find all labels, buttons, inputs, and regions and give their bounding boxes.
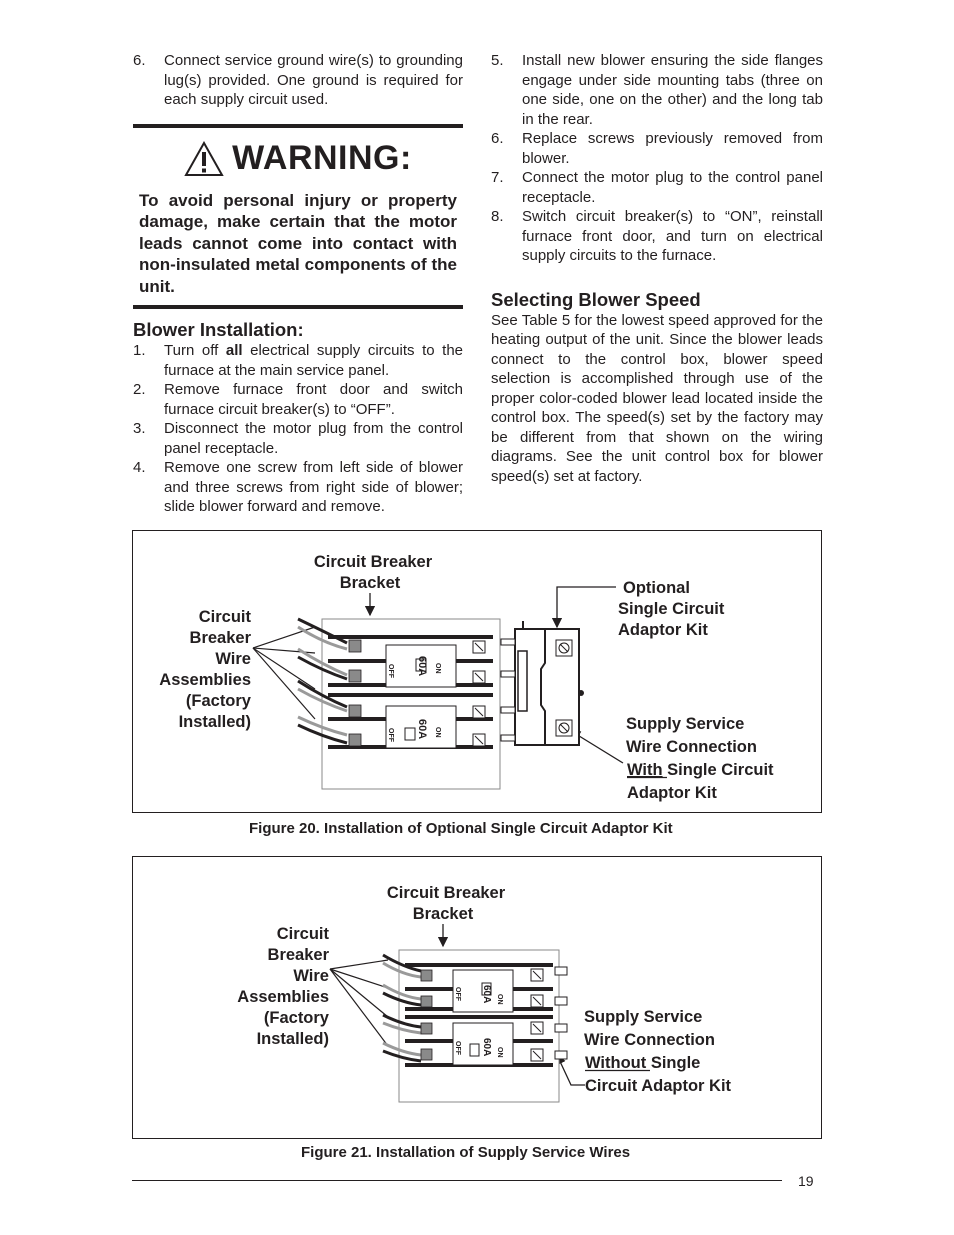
breaker-rating: 60A: [416, 656, 428, 677]
wire-label-line4: Assemblies: [237, 988, 329, 1006]
list-item: [133, 51, 463, 110]
breaker-off-label: OFF: [454, 987, 461, 1001]
emphasis-all: all: [225, 342, 243, 359]
breaker-rating: 60A: [416, 719, 428, 740]
supply-label-line3: [585, 1054, 700, 1072]
item-number: 7.: [491, 169, 504, 186]
wire-label-line6: Installed): [256, 1030, 329, 1048]
warning-body: To avoid personal injury or property damage, make certain that the motor leads cannot come into contact with non-insulated metal components of the unit.: [139, 190, 457, 296]
item-text: Disconnect the motor plug from the control panel receptacle.: [164, 420, 463, 457]
section-title-selecting-blower-speed: Selecting Blower Speed: [491, 288, 701, 310]
wire-label-line2: Breaker: [267, 946, 329, 964]
item-number: 1.: [133, 342, 146, 359]
page-number: 19: [798, 1173, 814, 1189]
supply-label-emphasis: With: [627, 761, 663, 779]
item-text-start: Turn off: [164, 342, 226, 359]
breaker-rating: 60A: [481, 1038, 492, 1057]
wire-label-line2: Breaker: [189, 629, 251, 647]
supply-label-line4: Circuit Adaptor Kit: [585, 1077, 732, 1095]
breaker-off-label: OFF: [387, 664, 394, 678]
breaker-off-label: OFF: [387, 728, 394, 742]
wire-label-line6: Installed): [178, 713, 251, 731]
kit-label-line1: Optional: [623, 579, 690, 597]
item-text: Connect service ground wire(s) to grounding lug(s) provided. One ground is required for each supply circuit used.: [164, 52, 463, 108]
bracket-label-line1: Circuit Breaker: [313, 553, 433, 571]
wire-label-line4: Assemblies: [159, 671, 251, 689]
bracket-label-line2: Bracket: [339, 574, 401, 592]
bracket-label-line2: Bracket: [412, 905, 474, 923]
figure-20-caption: Figure 20. Installation of Optional Single Circuit Adaptor Kit: [249, 820, 673, 837]
list-item: [491, 51, 823, 129]
breaker-on-label: ON: [434, 663, 441, 674]
item-text: Install new blower ensuring the side flanges engage under side mounting tabs (three on one side, one on the other) and the long tab in the rear.: [522, 52, 823, 128]
breaker-on-label: ON: [496, 1047, 503, 1058]
supply-label-emphasis: Without: [585, 1054, 647, 1072]
figure-21-drawing: [133, 857, 823, 1140]
wire-pointer-lines: [253, 627, 315, 719]
item-number: 3.: [133, 420, 146, 437]
wire-label-line3: Wire: [215, 650, 251, 668]
supply-label-line1: Supply Service: [584, 1008, 703, 1026]
item-number: 6.: [491, 130, 504, 147]
breaker-upper: [453, 970, 513, 1012]
breaker-rating: 60A: [481, 985, 492, 1004]
list-item: [491, 168, 823, 207]
figure-20-drawing: [133, 531, 823, 814]
list-item: [491, 129, 823, 168]
item-text: Remove furnace front door and switch furnace circuit breaker(s) to “OFF”.: [164, 381, 463, 418]
supply-label-rest: Single: [646, 1054, 701, 1072]
list-item: [133, 458, 463, 517]
warning-header: [139, 134, 457, 184]
breaker-lower: [453, 1023, 513, 1065]
supply-label-line2: Wire Connection: [626, 738, 757, 756]
right-column: [491, 51, 823, 486]
warning-title: WARNING:: [232, 138, 412, 177]
footer-rule: [132, 1180, 782, 1181]
breaker-on-label: ON: [434, 727, 441, 738]
kit-arrow: [557, 587, 616, 627]
wire-label-line5: (Factory: [263, 1009, 329, 1027]
wire-label-line3: Wire: [293, 967, 329, 985]
wire-label-line1: Circuit: [276, 925, 329, 943]
wire-pointer-lines: [330, 960, 388, 1046]
item-number: 4.: [133, 459, 146, 476]
item-text-end: electrical supply circuits to the furnace at the main service panel.: [164, 342, 464, 379]
item-number: 5.: [491, 52, 504, 69]
section-title-blower-installation: Blower Installation:: [133, 319, 304, 340]
figure-21-supply-wires-diagram: [132, 856, 822, 1139]
item-text: Replace screws previously removed from blower.: [522, 130, 823, 167]
item-text: Switch circuit breaker(s) to “ON”, reinstall furnace front door, and turn on electrical supply circuits to the furnace.: [522, 208, 823, 264]
list-item: [133, 341, 463, 380]
supply-label-line3: [627, 761, 774, 779]
kit-label-line3: Adaptor Kit: [618, 621, 708, 639]
supply-label-line4: Adaptor Kit: [627, 784, 717, 802]
item-number: 2.: [133, 381, 146, 398]
wire-label-line5: (Factory: [185, 692, 251, 710]
breaker-on-label: ON: [496, 994, 503, 1005]
list-item: [133, 380, 463, 419]
wire-label-line1: Circuit: [198, 608, 251, 626]
supply-label-line2: Wire Connection: [584, 1031, 715, 1049]
figure-20-adaptor-kit-diagram: [132, 530, 822, 813]
item-text: Remove one screw from left side of blower and three screws from right side of blower; slide blower forward and remove.: [164, 459, 463, 515]
breaker-lower: [386, 706, 456, 748]
bracket-label-line1: Circuit Breaker: [386, 884, 506, 902]
breaker-off-label: OFF: [454, 1041, 461, 1055]
list-item: [133, 419, 463, 458]
item-text: [164, 341, 463, 380]
item-text: Connect the motor plug to the control panel receptacle.: [522, 169, 823, 206]
breaker-upper: [386, 645, 456, 687]
left-column: [133, 51, 463, 517]
kit-label-line2: Single Circuit: [618, 600, 725, 618]
figure-21-caption: Figure 21. Installation of Supply Service Wires: [301, 1144, 631, 1161]
item-number: 8.: [491, 208, 504, 225]
supply-label-rest: Single Circuit: [662, 761, 774, 779]
blower-speed-paragraph: See Table 5 for the lowest speed approved for the heating output of the unit. Since the blower leads connect to the control box, blower speed selection is accomplished through use of the proper color-coded blower lead located inside the control box. The speed(s) set by the factory may be different from that shown on the wiring diagrams. See the unit control box for blower speed(s) set at factory.: [491, 311, 823, 485]
single-circuit-adaptor-kit: [501, 621, 584, 745]
list-item: [491, 207, 823, 266]
supply-label-line1: Supply Service: [626, 715, 745, 733]
warning-triangle-icon: [184, 141, 224, 177]
item-number: 6.: [133, 52, 146, 69]
warning-box: [133, 124, 463, 310]
